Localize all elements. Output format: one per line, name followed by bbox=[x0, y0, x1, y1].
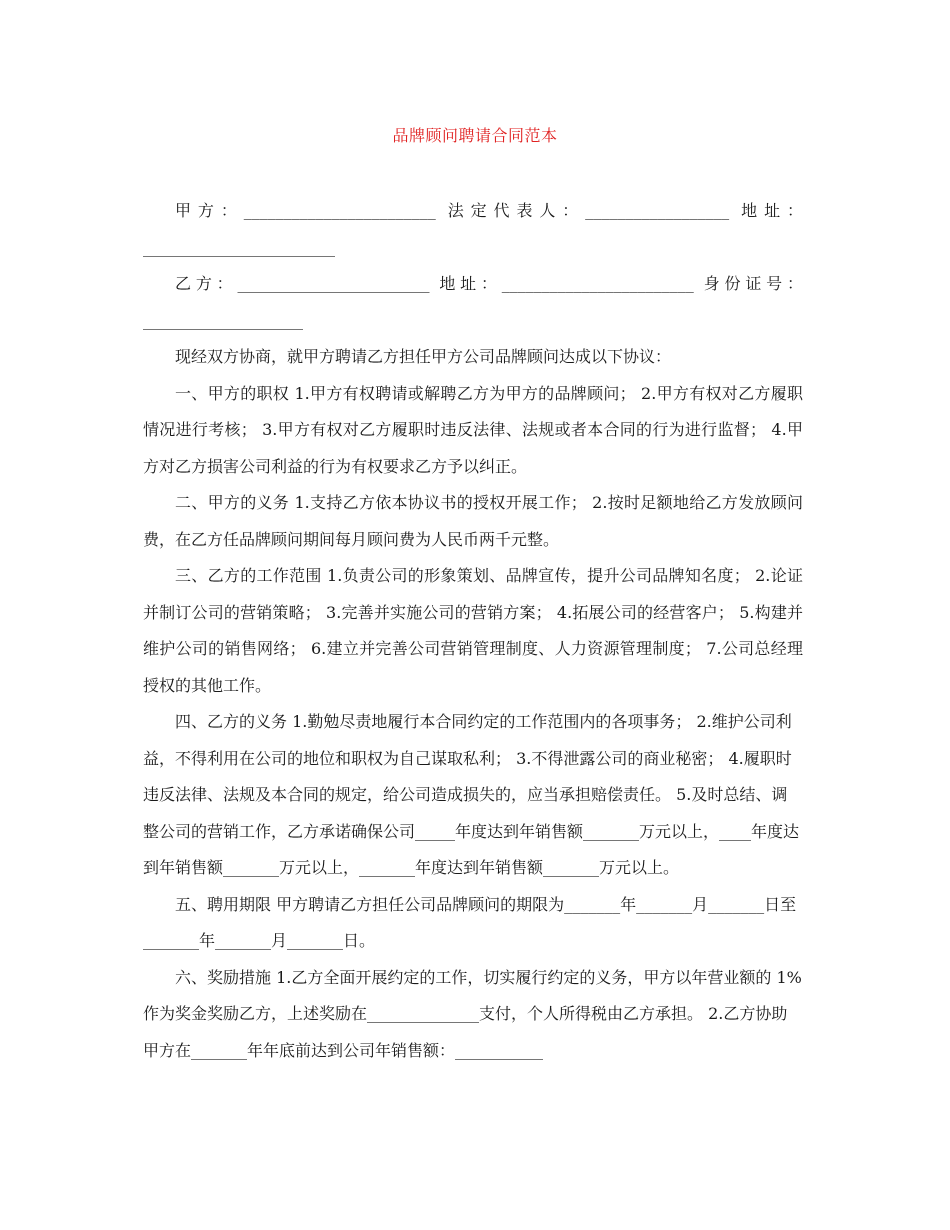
document-body bbox=[143, 193, 803, 1069]
agreement-intro: 现经双方协商，就甲方聘请乙方担任甲方公司品牌顾问达成以下协议： bbox=[175, 347, 672, 366]
clause-4-party-b-obligations: 四、乙方的义务 1.勤勉尽责地履行本合同约定的工作范围内的各项事务； 2.维护公司利益，不得利用在公司的地位和职权为自己谋取私利； 3.不得泄露公司的商业秘密； 4.履职时违反法律、法规及本合同的规定，给公司造成损失的，应当承担赔偿责任。 5.及时总结、调整公司的营销工作，乙方承诺确保公司_____年度达到年销售额_______万元以上，____年度达到年销售额_______万元以上，_______年度达到年销售额_______万元以上。 bbox=[143, 712, 800, 877]
document-title: 品牌顾问聘请合同范本 bbox=[392, 126, 558, 145]
clause-2-party-a-obligations: 二、甲方的义务 1.支持乙方依本协议书的授权开展工作； 2.按时足额地给乙方发放顾问费，在乙方任品牌顾问期间每月顾问费为人民币两千元整。 bbox=[143, 493, 803, 549]
clause-3-party-b-scope: 三、乙方的工作范围 1.负责公司的形象策划、品牌宣传，提升公司品牌知名度； 2.论证并制订公司的营销策略； 3.完善并实施公司的营销方案； 4.拓展公司的经营客户； 5.构建并维护公司的销售网络； 6.建立并完善公司营销管理制度、人力资源管理制度； 7.公司总经理授权的其他工作。 bbox=[143, 566, 803, 695]
clause-6-rewards: 六、奖励措施 1.乙方全面开展约定的工作，切实履行约定的义务，甲方以年营业额的 1%作为奖金奖励乙方，上述奖励在______________支付，个人所得税由乙方承担。 2.乙方协助甲方在_______年年底前达到公司年销售额：___________ bbox=[143, 967, 802, 1060]
party-b-line: 乙方：________________________ 地址：________________________ 身份证号：____________________ bbox=[143, 274, 803, 330]
clause-5-term: 五、聘用期限 甲方聘请乙方担任公司品牌顾问的期限为_______年_______月_______日至_______年_______月_______日。 bbox=[143, 894, 797, 950]
clause-1-party-a-rights: 一、甲方的职权 1.甲方有权聘请或解聘乙方为甲方的品牌顾问； 2.甲方有权对乙方履职情况进行考核； 3.甲方有权对乙方履职时违反法律、法规或者本合同的行为进行监督； 4.甲方对乙方损害公司利益的行为有权要求乙方予以纠正。 bbox=[143, 383, 803, 476]
party-a-line: 甲方：________________________ 法定代表人：__________________ 地址：________________________ bbox=[143, 201, 803, 257]
